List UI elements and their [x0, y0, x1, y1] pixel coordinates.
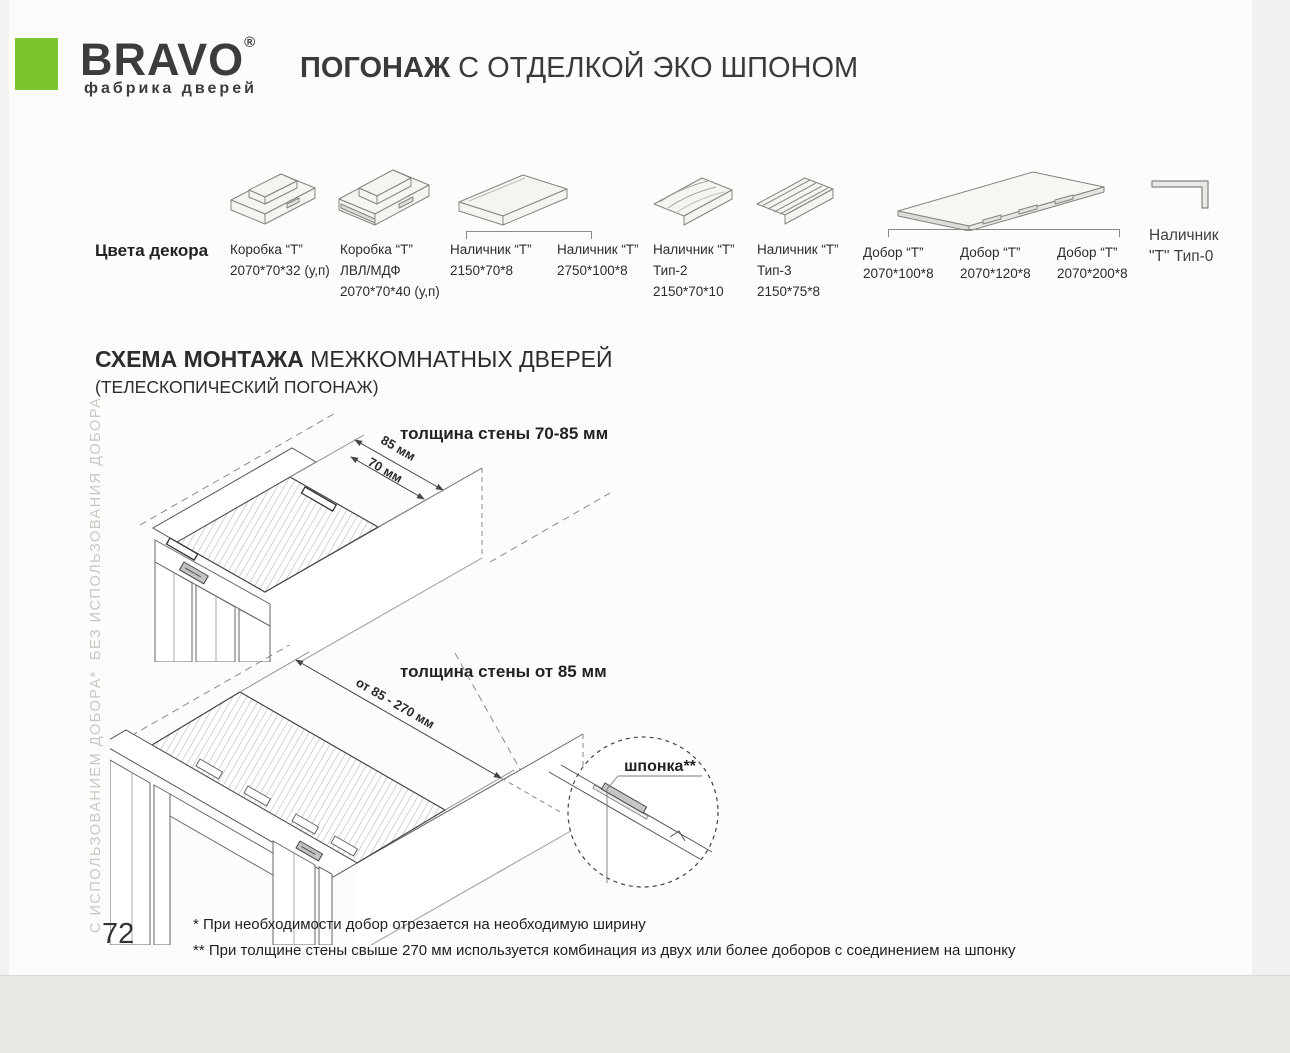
product-size: 2150*70*8 [450, 262, 514, 278]
product-label [960, 243, 1031, 285]
product-type: "Т" Тип-0 [1149, 247, 1214, 265]
product-name: Наличник [1149, 227, 1219, 244]
product-label [340, 240, 440, 303]
dobor-size-bracket [888, 229, 1120, 237]
product-label [863, 243, 934, 285]
product-type: Тип-3 [757, 262, 792, 278]
side-label-without-dobor: БЕЗ ИСПОЛЬЗОВАНИЯ ДОБОРА [88, 396, 104, 660]
product-label [757, 240, 839, 303]
wall-thickness-label-1: толщина стены 70-85 мм [400, 424, 609, 443]
product-material: ЛВЛ/МДФ [340, 262, 401, 278]
page-title-rest: С ОТДЕЛКОЙ ЭКО ШПОНОМ [450, 52, 859, 84]
korobka-t-lvl-icon [333, 157, 435, 231]
product-name: Добор “Т” [960, 245, 1021, 260]
shponka-detail-label: шпонка** [624, 758, 696, 775]
page-title-bold: ПОГОНАЖ [300, 52, 451, 84]
product-name: Добор “Т” [863, 245, 924, 260]
product-size: 2750*100*8 [557, 262, 628, 278]
footnote-2: ** При толщине стены свыше 270 мм используется комбинация из двух или более доборов с соединением на шпонку [193, 942, 1016, 959]
product-size: 2070*200*8 [1057, 265, 1128, 281]
product-name: Коробка “Т” [230, 242, 303, 257]
product-name: Наличник “Т” [557, 242, 639, 257]
product-size: 2070*120*8 [960, 265, 1031, 281]
product-size: 2070*100*8 [863, 265, 934, 281]
product-label [1149, 226, 1219, 268]
product-size: 2150*70*10 [653, 283, 724, 299]
scan-edge-right [1252, 0, 1290, 975]
wall-thickness-label-2: толщина стены от 85 мм [400, 662, 607, 681]
decor-colors-label: Цвета декора [95, 241, 209, 260]
brand-logo-square [15, 38, 58, 90]
dim-85-270mm: от 85 - 270 мм [353, 674, 438, 732]
product-name: Наличник “Т” [653, 242, 735, 257]
brand-name: BRAVO [80, 34, 245, 85]
scan-edge-left [0, 0, 9, 975]
product-type: Тип-2 [653, 262, 688, 278]
korobka-t-icon [225, 162, 320, 230]
scheme-heading-rest: МЕЖКОМНАТНЫХ ДВЕРЕЙ [303, 346, 613, 372]
dim-85mm: 85 мм [378, 432, 419, 464]
product-size: 2070*70*40 (у,п) [340, 283, 440, 299]
side-label-with-dobor: С ИСПОЛЬЗОВАНИЕМ ДОБОРА* [88, 670, 104, 933]
product-size: 2150*75*8 [757, 283, 821, 299]
nalichnik-t-tip0-icon [1150, 177, 1214, 213]
page-number: 72 [102, 918, 135, 950]
product-label [653, 240, 735, 303]
nalichnik-t-tip2-icon [650, 168, 738, 228]
product-label [450, 240, 532, 282]
installation-diagram-with-dobor [110, 645, 750, 945]
scheme-heading-bold: СХЕМА МОНТАЖА [95, 346, 304, 372]
brand-tagline: фабрика дверей [84, 80, 257, 97]
nalichnik-t-tip3-icon [753, 168, 837, 228]
product-name: Наличник “Т” [757, 242, 839, 257]
product-name: Наличник “Т” [450, 242, 532, 257]
scan-edge-bottom [0, 975, 1290, 1053]
nalichnik-t-icon [455, 168, 573, 228]
scheme-subheading: (ТЕЛЕСКОПИЧЕСКИЙ ПОГОНАЖ) [95, 377, 379, 397]
product-label [557, 240, 639, 282]
product-label [1057, 243, 1128, 285]
product-name: Коробка “Т” [340, 242, 413, 257]
dobor-t-icon [893, 165, 1111, 231]
page-title [300, 52, 858, 85]
installation-diagram-without-dobor [140, 412, 610, 662]
product-name: Добор “Т” [1057, 245, 1118, 260]
product-size: 2070*70*32 (у,п) [230, 262, 330, 278]
footnote-1: * При необходимости добор отрезается на необходимую ширину [193, 916, 646, 933]
registered-mark: ® [244, 34, 257, 51]
nalichnik-size-bracket [466, 231, 592, 239]
product-label [230, 240, 330, 282]
dim-70mm: 70 мм [365, 454, 406, 486]
brand-logo [80, 34, 256, 86]
scheme-heading [95, 346, 613, 373]
